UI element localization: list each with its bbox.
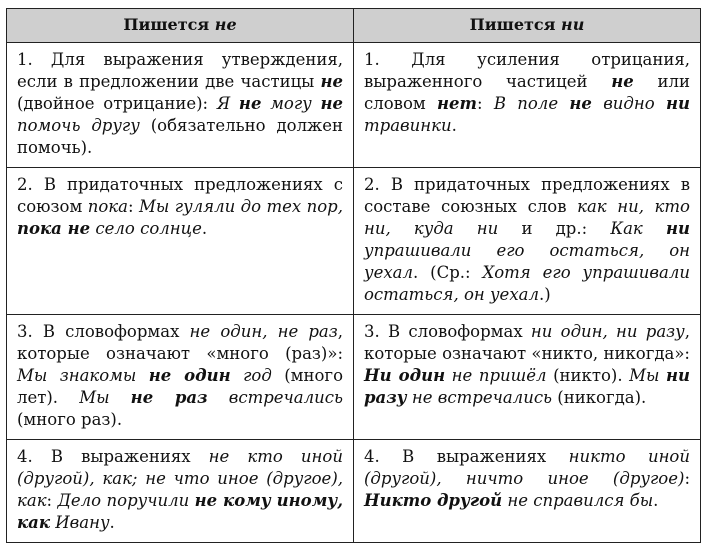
text-segment: 1. Для выражения утверждения, если в предложении две частицы — [17, 50, 343, 91]
table-row-4 — [7, 440, 701, 543]
text-segment: (обязательно должен помочь). — [17, 116, 343, 157]
text-segment: год — [230, 366, 272, 385]
text-segment: . — [451, 116, 457, 135]
text-segment: (никто). — [546, 366, 630, 385]
rule-ne-2 — [7, 168, 354, 315]
text-segment: помочь другу — [17, 116, 140, 135]
text-segment: травинки — [364, 116, 452, 135]
text-segment: 4. В выражениях — [17, 447, 209, 466]
text-segment: Никто другой — [364, 491, 503, 510]
text-segment: как ни, кто ни, куда ни — [364, 197, 690, 238]
text-segment: пока — [87, 197, 128, 216]
rule-ni-1 — [354, 43, 701, 168]
text-segment: не кто иной (другой), как; не что иное (другое), как — [17, 447, 343, 510]
text-segment: ни разу — [364, 366, 691, 407]
text-segment: . — [109, 513, 115, 532]
text-segment: Хотя его упрашивали остаться, он уехал — [364, 263, 690, 304]
header-right — [354, 9, 701, 43]
text-segment: . — [653, 491, 659, 510]
text-segment: не — [569, 94, 592, 113]
text-segment: 3. В словоформах — [364, 322, 531, 341]
text-segment: Ни один — [364, 366, 446, 385]
text-segment: не пришёл — [445, 366, 547, 385]
text-segment: : — [477, 94, 494, 113]
text-segment: (много раз). — [17, 410, 123, 429]
header-right-plain: Пишется — [469, 15, 562, 34]
text-segment: не — [320, 94, 344, 113]
rule-ne-4 — [7, 440, 354, 543]
text-segment: и др.: — [498, 219, 611, 238]
text-segment: : — [128, 197, 139, 216]
text-segment: могу — [261, 94, 321, 113]
text-segment: Мы — [629, 366, 666, 385]
text-segment: не встречались — [406, 388, 553, 407]
text-segment: , которые означают «никто, никогда»: — [364, 322, 691, 363]
rule-ne-1 — [7, 43, 354, 168]
text-segment: 2. В придаточных предложениях с союзом — [17, 175, 343, 216]
text-segment: никто иной (другой), ничто иное (другое) — [364, 447, 690, 488]
text-segment: не — [238, 94, 262, 113]
text-segment: не справился бы — [502, 491, 654, 510]
text-segment: встречались — [207, 388, 344, 407]
header-row — [7, 9, 701, 43]
text-segment: Мы — [79, 388, 131, 407]
text-segment: : — [684, 469, 690, 488]
text-segment: Как — [610, 219, 666, 238]
table-row-2 — [7, 168, 701, 315]
rule-ni-2 — [354, 168, 701, 315]
text-segment: . — [201, 219, 208, 238]
text-segment: упрашивали его остаться, он уехал — [364, 241, 690, 282]
text-segment: (много лет). — [17, 366, 344, 407]
text-segment: (никогда). — [552, 388, 647, 407]
text-segment: не — [320, 72, 343, 91]
text-segment: видно — [591, 94, 666, 113]
text-segment: не — [611, 72, 634, 91]
rule-ni-4 — [354, 440, 701, 543]
header-left — [7, 9, 354, 43]
rule-ni-3 — [354, 315, 701, 440]
text-segment: 1. Для усиления отрицания, выраженного частицей — [364, 50, 690, 91]
text-segment: не один — [148, 366, 231, 385]
text-segment: .) — [538, 285, 551, 304]
text-segment: Мы гуляли до тех пор, — [139, 197, 343, 216]
text-segment: (двойное отрицание): — [17, 94, 217, 113]
table-row-1 — [7, 43, 701, 168]
header-right-particle: ни — [561, 15, 585, 34]
text-segment: нет — [437, 94, 477, 113]
text-segment: Я — [216, 94, 239, 113]
text-segment: или словом — [364, 72, 690, 113]
table-row-3 — [7, 315, 701, 440]
header-left-plain: Пишется — [123, 15, 215, 34]
text-segment: Дело поручили — [57, 491, 195, 510]
text-segment: село солнце — [90, 219, 202, 238]
text-segment: не раз — [130, 388, 208, 407]
text-segment: 2. В придаточных предложениях в составе союзных слов — [364, 175, 690, 216]
text-segment: 3. В словоформах — [17, 322, 190, 341]
text-segment: ни один, ни разу — [530, 322, 685, 341]
text-segment: Ивану — [50, 513, 110, 532]
text-segment: ни — [665, 94, 690, 113]
text-segment: ни — [665, 219, 690, 238]
text-segment: В поле — [493, 94, 570, 113]
text-segment: Мы знакомы — [17, 366, 149, 385]
header-left-particle: не — [214, 15, 237, 34]
text-segment: : — [46, 491, 58, 510]
rule-ne-3 — [7, 315, 354, 440]
text-segment: не кому иному, как — [17, 491, 343, 532]
text-segment: . (Ср.: — [412, 263, 483, 282]
rules-table — [6, 8, 701, 543]
text-segment: не один, не раз — [189, 322, 338, 341]
text-segment: , которые означают «много (раз)»: — [17, 322, 343, 363]
text-segment: 4. В выражениях — [364, 447, 569, 466]
text-segment: пока не — [17, 219, 91, 238]
